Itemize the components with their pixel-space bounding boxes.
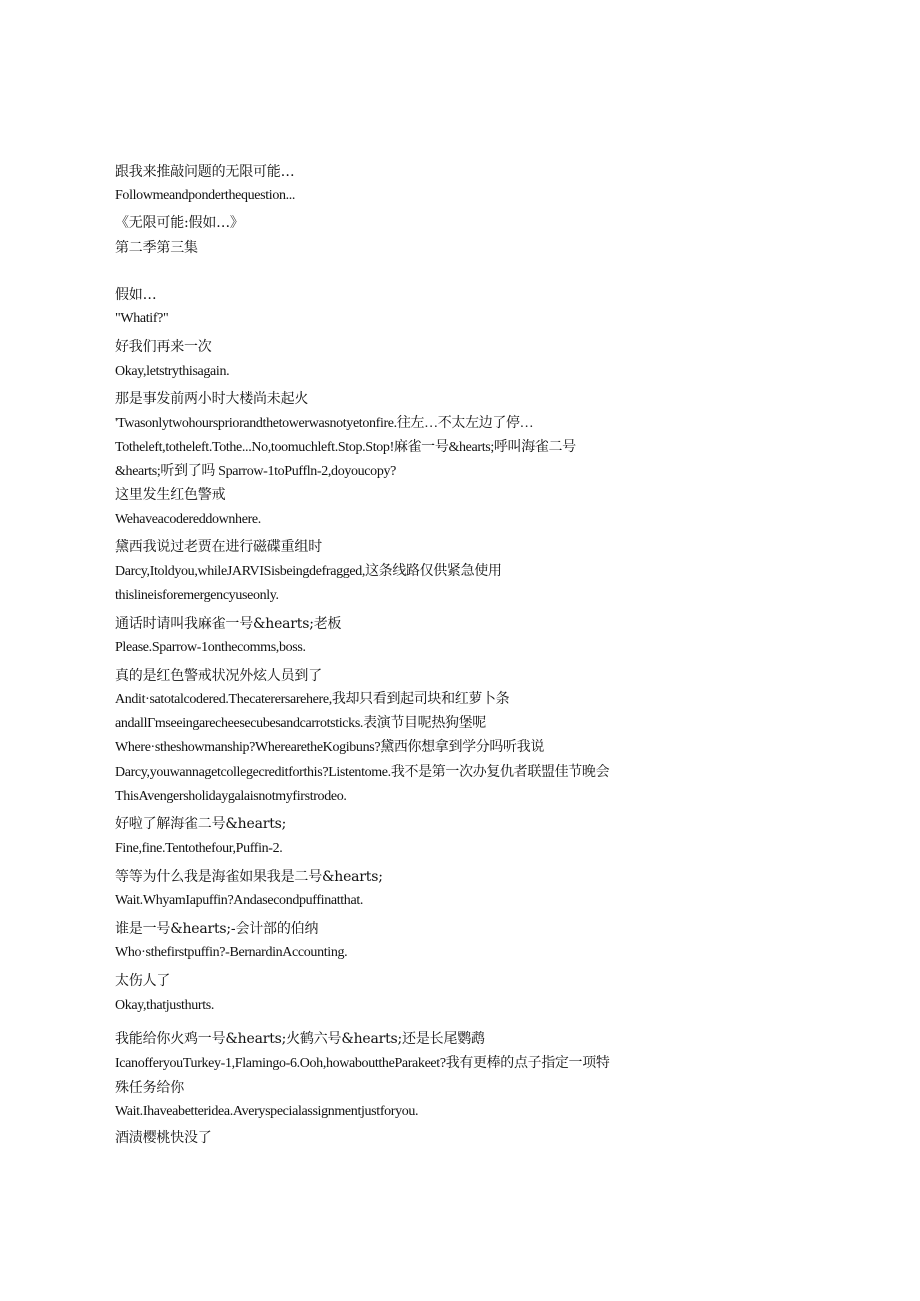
subtitle-line: 酒渍樱桃快没了 [115, 1130, 212, 1146]
subtitle-line: ThisAvengersholidaygalaisnotmyfirstrodeo. [115, 789, 347, 804]
subtitle-line: 我能给你火鸡一号&hearts;火鹤六号&hearts;还是长尾鹦鹉 [115, 1031, 485, 1047]
subtitle-line: 黛西我说过老贾在进行磁碟重组时 [115, 539, 322, 555]
subtitle-line: &hearts;听到了吗 Sparrow-1toPuffln-2,doyoucopy? [115, 464, 396, 479]
subtitle-line: 殊任务给你 [115, 1080, 184, 1096]
subtitle-line: 等等为什么我是海雀如果我是二号&hearts; [115, 869, 383, 885]
subtitle-line: Okay,thatjusthurts. [115, 998, 214, 1013]
subtitle-line: 那是事发前两小时大楼尚未起火 [115, 391, 309, 407]
subtitle-line: IcanofferyouTurkey-1,Flamingo-6.Ooh,howabouttheParakeet?我有更棒的点子指定一项特 [115, 1056, 610, 1071]
subtitle-line: 通话时请叫我麻雀一号&hearts;老板 [115, 616, 342, 632]
subtitle-line: 假如… [115, 287, 157, 303]
subtitle-line: 好啦了解海雀二号&hearts; [115, 816, 287, 832]
subtitle-line: 真的是红色警戒状况外炫人员到了 [115, 668, 322, 684]
subtitle-line: 这里发生红色警戒 [115, 487, 226, 503]
subtitle-line: Andit·satotalcodered.Thecaterersarehere,我却只看到起司块和红萝卜条 [115, 692, 510, 707]
episode-label: 第二季第三集 [115, 240, 198, 256]
intro-line-zh: 跟我来推敲问题的无限可能… [115, 164, 295, 180]
subtitle-line: Totheleft,totheleft.Tothe...No,toomuchleft.Stop.Stop!麻雀一号&hearts;呼叫海雀二号 [115, 440, 576, 455]
subtitle-line: 好我们再来一次 [115, 339, 212, 355]
subtitle-line: 谁是一号&hearts;-会计部的伯纳 [115, 921, 319, 937]
subtitle-line: 太伤人了 [115, 973, 171, 989]
subtitle-line: Fine,fine.Tentothefour,Puffin-2. [115, 841, 283, 856]
show-title: 《无限可能:假如…》 [115, 215, 244, 231]
subtitle-line: thislineisforemergencyuseonly. [115, 588, 279, 603]
subtitle-line: 'Twasonlytwohourspriorandthetowerwasnotyetonfire.往左…不太左边了停… [115, 416, 534, 431]
subtitle-line: Darcy,Itoldyou,whileJARVISisbeingdefragged,这条线路仅供紧急使用 [115, 564, 502, 579]
subtitle-line: Please.Sparrow-1onthecomms,boss. [115, 640, 306, 655]
subtitle-line: Wehaveacodereddownhere. [115, 512, 261, 527]
intro-line-en: Followmeandponderthequestion... [115, 188, 296, 203]
subtitle-line: Who·sthefirstpuffin?-BernardinAccounting. [115, 945, 348, 960]
subtitle-line: Wait.Ihaveabetteridea.Averyspecialassignmentjustforyou. [115, 1104, 419, 1119]
subtitle-line: "Whatif?" [115, 311, 169, 326]
subtitle-line: Where·stheshowmanship?WherearetheKogibuns?黛西你想拿到学分吗听我说 [115, 740, 544, 755]
subtitle-line: Darcy,youwannagetcollegecreditforthis?Listentome.我不是第一次办复仇者联盟佳节晚会 [115, 765, 610, 780]
subtitle-line: Wait.WhyamIapuffin?Andasecondpuffinatthat. [115, 893, 364, 908]
subtitle-line: andallΓmseeingarecheesecubesandcarrotsticks.表演节目呢热狗堡呢 [115, 716, 486, 731]
subtitle-line: Okay,letstrythisagain. [115, 364, 230, 379]
